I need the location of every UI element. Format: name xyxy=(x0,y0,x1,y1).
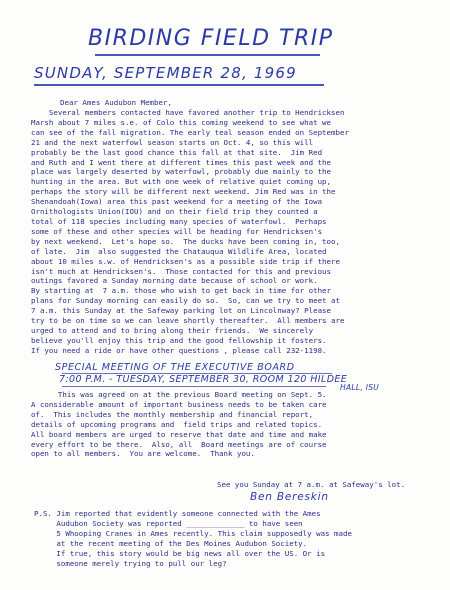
signature: Ben Bereskin xyxy=(250,491,329,503)
postscript: P.S. Jim reported that evidently someone connected with the Ames Audubon Society was reported _____________ to have seen 5 Whooping Cranes in Ames recently. This claim supposedly was made at the recent meeting of the Des Moines Audubon Society. If true, this story would be big news all over the US. Or is someone merely trying to pull our leg? xyxy=(34,509,352,568)
meeting-detail: 7:00 P.M. - TUESDAY, SEPTEMBER 30, ROOM 120 HILDEE xyxy=(59,374,348,385)
meeting-heading: SPECIAL MEETING OF THE EXECUTIVE BOARD xyxy=(55,362,295,373)
page-title: BIRDING FIELD TRIP xyxy=(88,26,334,51)
meeting-detail-underline xyxy=(62,386,326,387)
body-paragraph-trip: Several members contacted have favored another trip to Hendricksen Marsh about 7 miles s.e. of Colo this coming weekend to see what we can see of the fall migration. The early teal season ended on September 21 and the next waterfowl season starts on Oct. 4, so this will probably be the last good chance this fall at that site. Jim Red and Ruth and I went there at different times this past week and the place was largely deserted by waterfowl, probably due mainly to the hunting in the area. But with one week of relative quiet coming up, perhaps the story will be different next weekend. Jim Red was in the Shenandoah(Iowa) area this past weekend for a meeting of the Iowa Ornithologists Union(IOU) and on their field trip they counted a total of 118 species including many species of waterfowl. Perhaps some of these and other species will be heading for Hendricksen's by next weekend. Let's hope so. The ducks have been coming in, too, of late. Jim also suggested the Chatauqua Wildlife Area, located about 10 miles s.w. of Hendricksen's as a possible side trip if there isn't much at Hendricksen's. Those contacted for this and previous outings favored a Sunday morning date because of school or work. By starting at 7 a.m. those who wish to get back in time for other plans for Sunday morning can easily do so. So, can we try to meet at 7 a.m. this Sunday at the Safeway parking lot on Lincolnway? Please try to be on time so we can leave shortly thereafter. All members are urged to attend and to bring along their friends. We sincerely believe you'll enjoy this trip and the good fellowship it fosters. If you need a ride or have other questions , please call 232-1198. xyxy=(31,108,349,355)
title-underline xyxy=(95,54,320,56)
salutation: Dear Ames Audubon Member, xyxy=(60,98,172,107)
date-underline xyxy=(34,84,324,86)
closing-line: See you Sunday at 7 a.m. at Safeway's lot. xyxy=(217,480,406,489)
meeting-location-note: HALL, ISU xyxy=(340,383,380,392)
trip-date: SUNDAY, SEPTEMBER 28, 1969 xyxy=(34,64,297,82)
body-paragraph-board: This was agreed on at the previous Board meeting on Sept. 5. A considerable amount of important business needs to be taken care of. This includes the monthly membership and financial report, details of upcoming programs and field trips and related topics. All board members are urged to reserve that date and time and make every effort to be there. Also, all Board meetings are of course open to all members. You are welcome. Thank you. xyxy=(31,390,327,459)
